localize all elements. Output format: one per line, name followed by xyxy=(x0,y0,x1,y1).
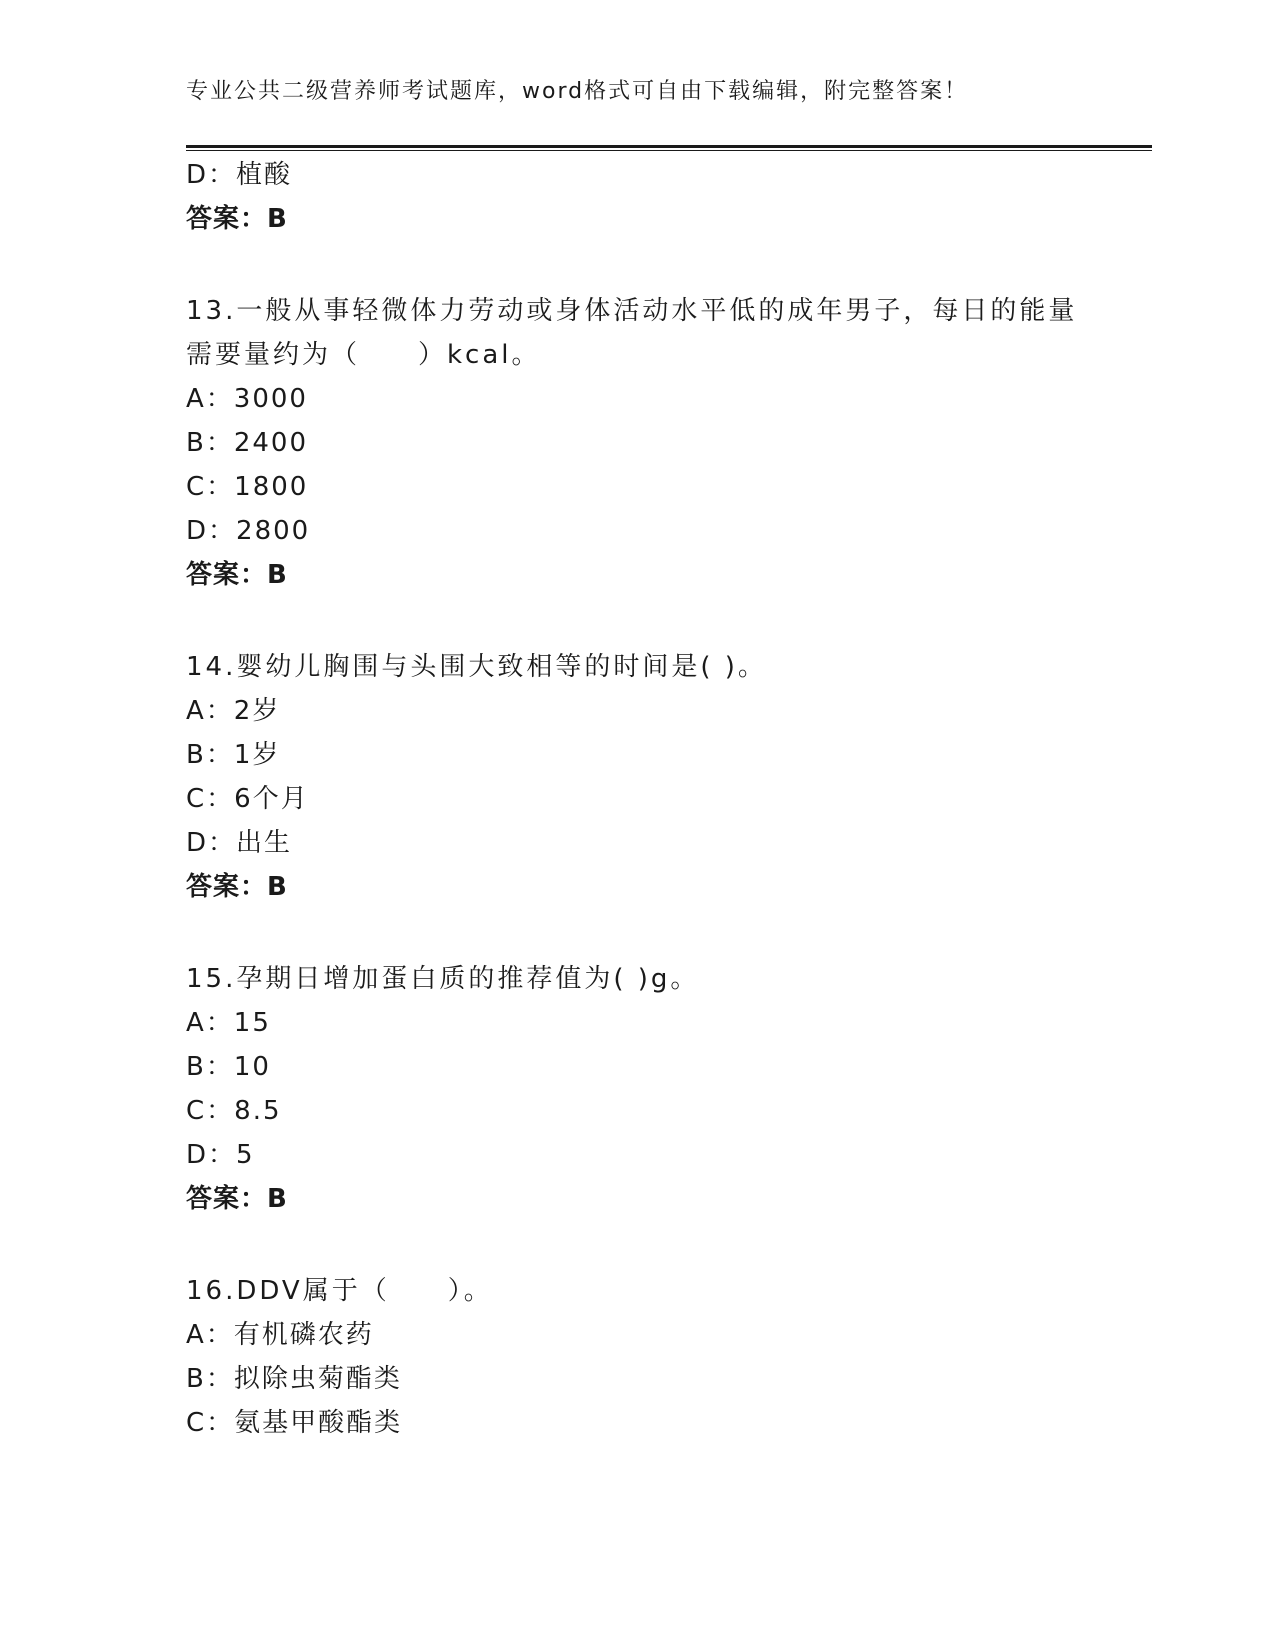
option-c: C：8.5 xyxy=(186,1096,282,1126)
page-header: 专业公共二级营养师考试题库，word格式可自由下载编辑，附完整答案！ xyxy=(186,79,969,104)
option-b: B：1岁 xyxy=(186,740,281,770)
option-a: A：3000 xyxy=(186,384,308,414)
option-a: A：有机磷农药 xyxy=(186,1320,374,1350)
option-d: D：5 xyxy=(186,1140,255,1170)
question-14-text: 14.婴幼儿胸围与头围大致相等的时间是( )。 xyxy=(186,652,767,682)
header-rule-thick xyxy=(186,145,1152,148)
answer: 答案：B xyxy=(186,1184,288,1214)
option-b: B：2400 xyxy=(186,428,309,458)
answer: 答案：B xyxy=(186,872,288,902)
option-d: D：2800 xyxy=(186,516,311,546)
option-c: C：6个月 xyxy=(186,784,309,814)
option-b: B：10 xyxy=(186,1052,271,1082)
question-16-text: 16.DDV属于（ ）。 xyxy=(186,1276,493,1306)
header-rule-thin xyxy=(186,150,1152,151)
question-13-text-continued: 需要量约为（ ）kcal。 xyxy=(186,340,541,370)
option-a: A：15 xyxy=(186,1008,271,1038)
option-b: B：拟除虫菊酯类 xyxy=(186,1364,402,1394)
option-c: C：氨基甲酸酯类 xyxy=(186,1408,403,1438)
question-13-text: 13.一般从事轻微体力劳动或身体活动水平低的成年男子，每日的能量 xyxy=(186,296,1078,326)
option-c: C：1800 xyxy=(186,472,309,502)
question-15-text: 15.孕期日增加蛋白质的推荐值为( )g。 xyxy=(186,964,700,994)
answer: 答案：B xyxy=(186,560,288,590)
option-a: A：2岁 xyxy=(186,696,281,726)
answer: 答案：B xyxy=(186,204,288,234)
option-d: D：出生 xyxy=(186,828,293,858)
option-d: D：植酸 xyxy=(186,160,293,190)
